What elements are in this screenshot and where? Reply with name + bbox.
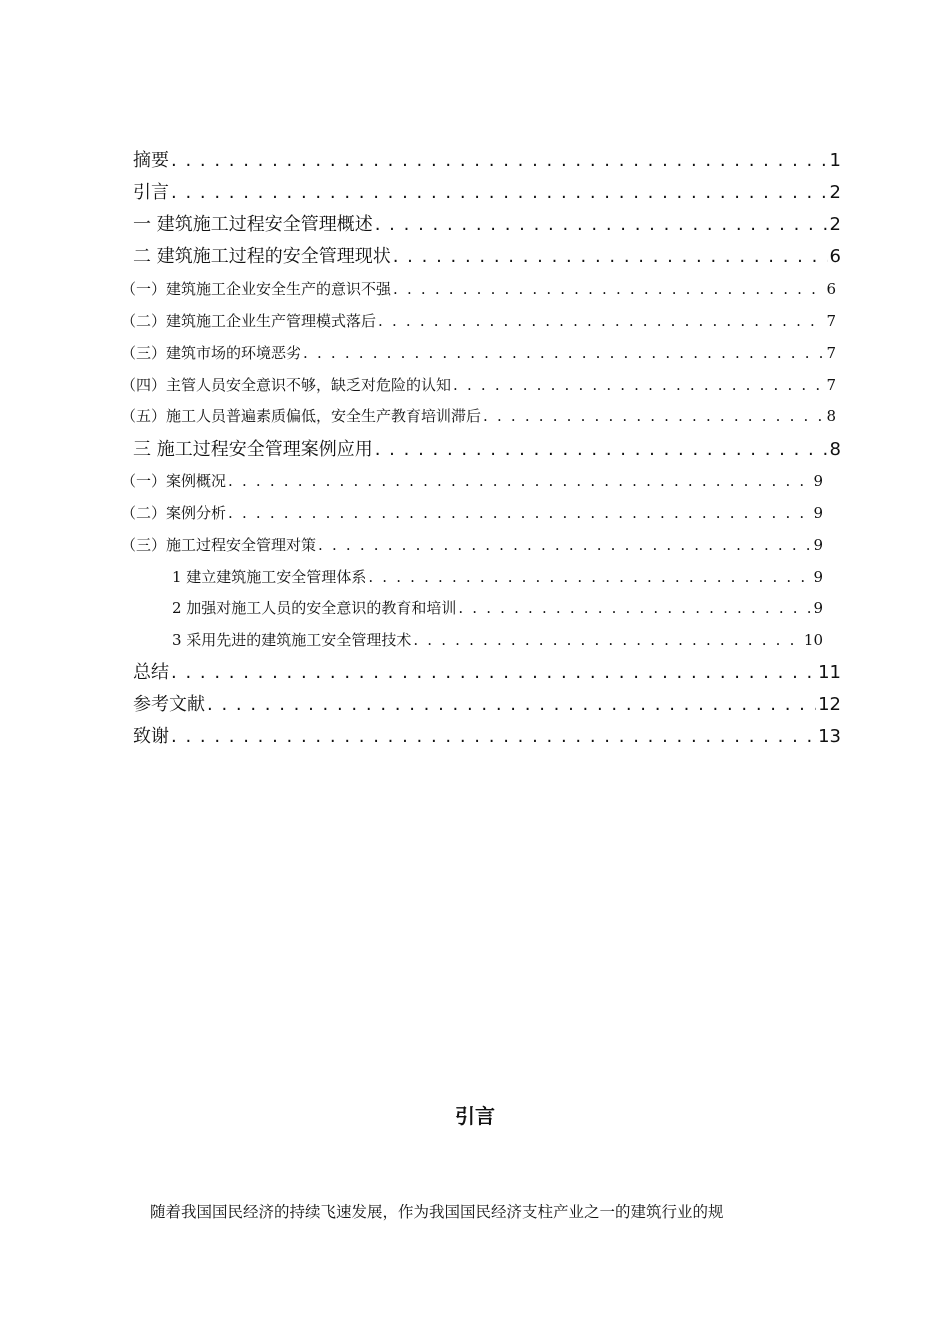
toc-entry-3-3-3[interactable] <box>172 629 823 650</box>
toc-dot-leader <box>318 536 811 554</box>
toc-dot-leader <box>171 150 828 171</box>
toc-entry-2-2[interactable] <box>121 310 836 331</box>
toc-entry-2-3[interactable] <box>121 342 836 363</box>
toc-entry-label: （二）建筑施工企业生产管理模式落后 <box>121 312 377 330</box>
toc-entry-label: （五）施工人员普遍素质偏低，安全生产教育培训滞后 <box>121 407 482 425</box>
toc-entry-label: 致谢 <box>133 726 169 747</box>
toc-entry-3-1[interactable] <box>121 470 823 491</box>
toc-entry-label: （一）案例概况 <box>121 472 227 490</box>
toc-entry-label: 引言 <box>133 182 169 203</box>
toc-entry-abstract[interactable] <box>133 146 841 172</box>
toc-entry-label: （三）建筑市场的环境恶劣 <box>121 344 302 362</box>
toc-entry-label: （一）建筑施工企业安全生产的意识不强 <box>121 280 392 298</box>
toc-page-number: 9 <box>813 504 823 522</box>
toc-page-number: 12 <box>818 694 841 715</box>
toc-entry-3-3-1[interactable] <box>172 566 823 587</box>
toc-entry-label: 参考文献 <box>133 694 205 715</box>
toc-dot-leader <box>171 182 828 203</box>
toc-page-number: 6 <box>826 280 836 298</box>
toc-dot-leader <box>228 472 811 490</box>
toc-dot-leader <box>483 407 824 425</box>
toc-entry-label: 总结 <box>133 662 169 683</box>
toc-dot-leader <box>375 214 828 235</box>
toc-entry-acknowledgements[interactable] <box>133 722 841 748</box>
toc-entry-label: 3 采用先进的建筑施工安全管理技术 <box>172 631 412 649</box>
toc-page-number: 2 <box>829 182 841 203</box>
toc-dot-leader <box>453 376 824 394</box>
toc-entry-label: 1 建立建筑施工安全管理体系 <box>172 568 367 586</box>
toc-entry-2-4[interactable] <box>121 374 836 395</box>
toc-dot-leader <box>171 662 816 683</box>
toc-page-number: 2 <box>829 214 841 235</box>
toc-entry-3-3[interactable] <box>121 534 823 555</box>
toc-entry-label: 一 建筑施工过程安全管理概述 <box>133 214 373 235</box>
toc-entry-chapter-2[interactable] <box>133 242 841 268</box>
section-heading: 引言 <box>455 1104 495 1128</box>
toc-entry-label: 2 加强对施工人员的安全意识的教育和培训 <box>172 599 457 617</box>
toc-entry-label: （四）主管人员安全意识不够，缺乏对危险的认知 <box>121 376 452 394</box>
toc-page-number: 8 <box>829 439 841 460</box>
toc-entry-3-2[interactable] <box>121 502 823 523</box>
toc-dot-leader <box>303 344 824 362</box>
toc-dot-leader <box>207 694 816 715</box>
toc-entry-chapter-1[interactable] <box>133 210 841 236</box>
toc-dot-leader <box>378 312 824 330</box>
toc-entry-2-5[interactable] <box>121 405 836 426</box>
toc-dot-leader <box>375 439 828 460</box>
toc-entry-label: 摘要 <box>133 150 169 171</box>
toc-dot-leader <box>413 631 802 649</box>
toc-page-number: 7 <box>826 376 836 394</box>
toc-dot-leader <box>393 280 824 298</box>
toc-page-number: 6 <box>829 246 841 267</box>
toc-dot-leader <box>368 568 811 586</box>
toc-entry-chapter-3[interactable] <box>133 435 841 461</box>
toc-dot-leader <box>171 726 816 747</box>
toc-entry-label: 三 施工过程安全管理案例应用 <box>133 439 373 460</box>
toc-page-number: 7 <box>826 312 836 330</box>
toc-page-number: 9 <box>813 536 823 554</box>
toc-page-number: 11 <box>818 662 841 683</box>
toc-entry-introduction[interactable] <box>133 178 841 204</box>
toc-entry-references[interactable] <box>133 690 841 716</box>
toc-dot-leader <box>393 246 828 267</box>
toc-page-number: 7 <box>826 344 836 362</box>
toc-dot-leader <box>458 599 811 617</box>
toc-entry-2-1[interactable] <box>121 278 836 299</box>
toc-dot-leader <box>228 504 811 522</box>
body-paragraph: 随着我国国民经济的持续飞速发展，作为我国国民经济支柱产业之一的建筑行业的规 <box>150 1203 724 1221</box>
toc-entry-3-3-2[interactable] <box>172 597 823 618</box>
toc-entry-label: （二）案例分析 <box>121 504 227 522</box>
toc-page-number: 9 <box>813 599 823 617</box>
toc-entry-label: 二 建筑施工过程的安全管理现状 <box>133 246 391 267</box>
toc-page-number: 9 <box>813 472 823 490</box>
toc-page-number: 9 <box>813 568 823 586</box>
toc-page-number: 1 <box>829 150 841 171</box>
toc-page-number: 10 <box>803 631 823 649</box>
toc-page-number: 13 <box>818 726 841 747</box>
toc-page-number: 8 <box>826 407 836 425</box>
toc-entry-conclusion[interactable] <box>133 658 841 684</box>
toc-entry-label: （三）施工过程安全管理对策 <box>121 536 317 554</box>
